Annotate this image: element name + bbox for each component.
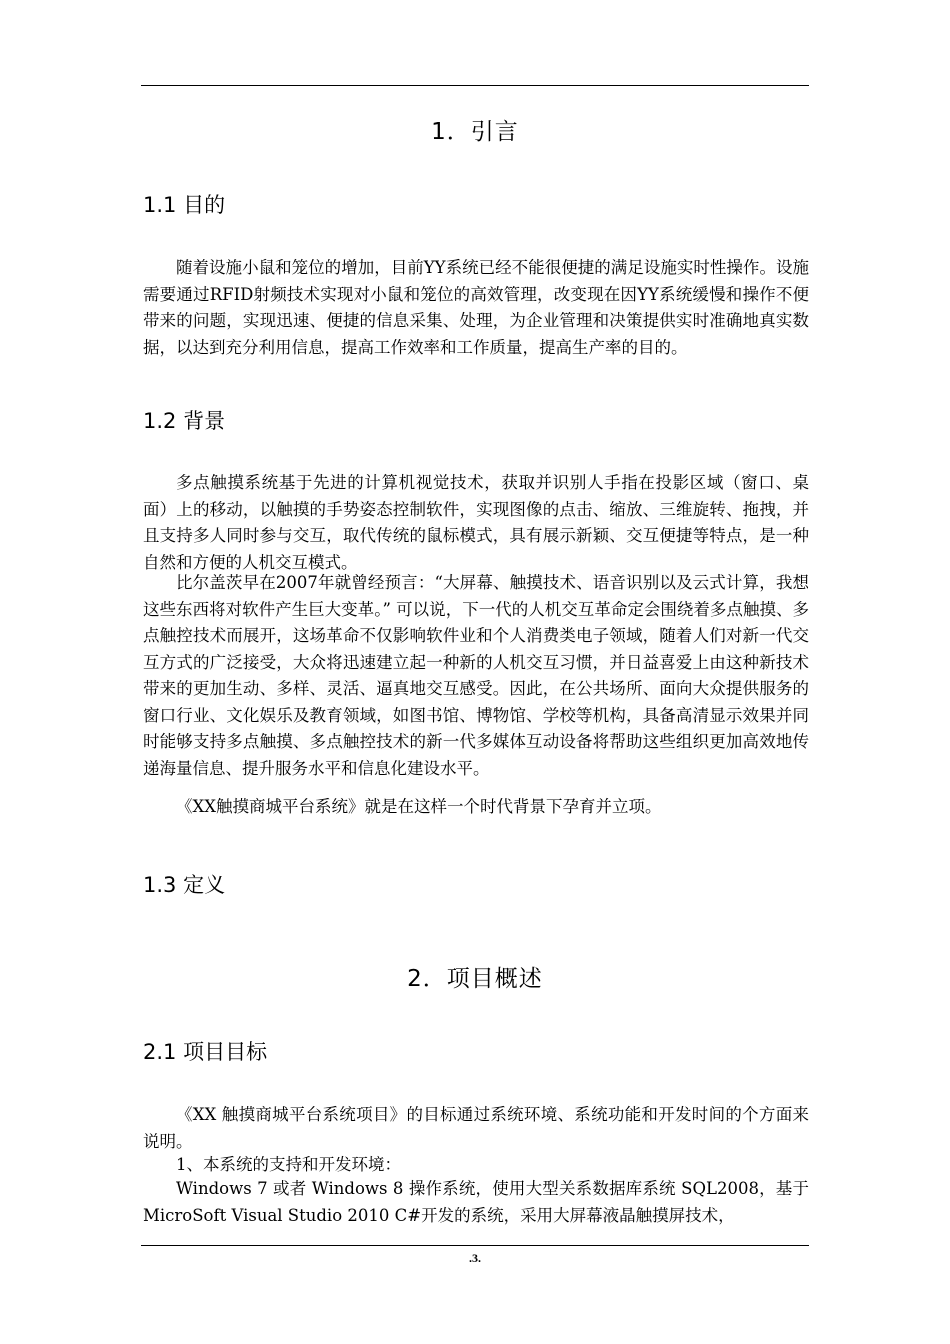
page-number: .3. [469,1251,481,1265]
footer-rule [141,1245,809,1246]
section-1-2-paragraph-1: 多点触摸系统基于先进的计算机视觉技术，获取并识别人手指在投影区域（窗口、桌面）上的移动，以触摸的手势姿态控制软件，实现图像的点击、缩放、三维旋转、拖拽，并且支持多人同时参与交互，取代传统的鼠标模式，具有展示新颖、交互便捷等特点，是一种自然和方便的人机交互模式。 [143,473,809,572]
section-1-2-paragraph-3: 《XX触摸商城平台系统》就是在这样一个时代背景下孕育并立项。 [176,797,662,816]
section-1-heading: 1．引言 [431,119,519,145]
section-2-1-heading: 2.1 项目目标 [143,1040,268,1064]
section-1-2-paragraph-2: 比尔盖茨早在2007年就曾经预言：“大屏幕、触摸技术、语音识别以及云式计算，我想这些东西将对软件产生巨大变革。” 可以说，下一代的人机交互革命定会围绕着多点触摸、多点触控技术而展开，这场革命不仅影响软件业和个人消费类电子领域，随着人们对新一代交互方式的广泛接受，大众将迅速建立起一种新的人机交互习惯，并日益喜爱上由这种新技术带来的更加生动、多样、灵活、逼真地交互感受。因此，在公共场所、面向大众提供服务的窗口行业、文化娱乐及教育领域，如图书馆、博物馆、学校等机构，具备高清显示效果并同时能够支持多点触摸、多点触控技术的新一代多媒体互动设备将帮助这些组织更加高效地传递海量信息、提升服务水平和信息化建设水平。 [143,573,809,778]
section-1-1-heading: 1.1 目的 [143,193,226,217]
section-1-1-paragraph: 随着设施小鼠和笼位的增加，目前YY系统已经不能很便捷的满足设施实时性操作。设施需要通过RFID射频技术实现对小鼠和笼位的高效管理，改变现在因YY系统缓慢和操作不便带来的问题，实现迅速、便捷的信息采集、处理，为企业管理和决策提供实时准确地真实数据，以达到充分利用信息，提高工作效率和工作质量，提高生产率的目的。 [143,258,809,357]
section-1-2-heading: 1.2 背景 [143,409,226,433]
section-1-3-heading: 1.3 定义 [143,873,226,897]
section-2-heading: 2．项目概述 [407,966,543,992]
header-rule [141,85,809,86]
section-2-1-paragraph-2: 1、本系统的支持和开发环境： [176,1155,401,1174]
section-2-1-paragraph-3: Windows 7 或者 Windows 8 操作系统，使用大型关系数据库系统 SQL2008，基于 MicroSoft Visual Studio 2010 C#开发的系统，采用大屏幕液晶触摸屏技术， [143,1179,809,1225]
section-2-1-paragraph-1: 《XX 触摸商城平台系统项目》的目标通过系统环境、系统功能和开发时间的个方面来说明。 [143,1105,809,1151]
